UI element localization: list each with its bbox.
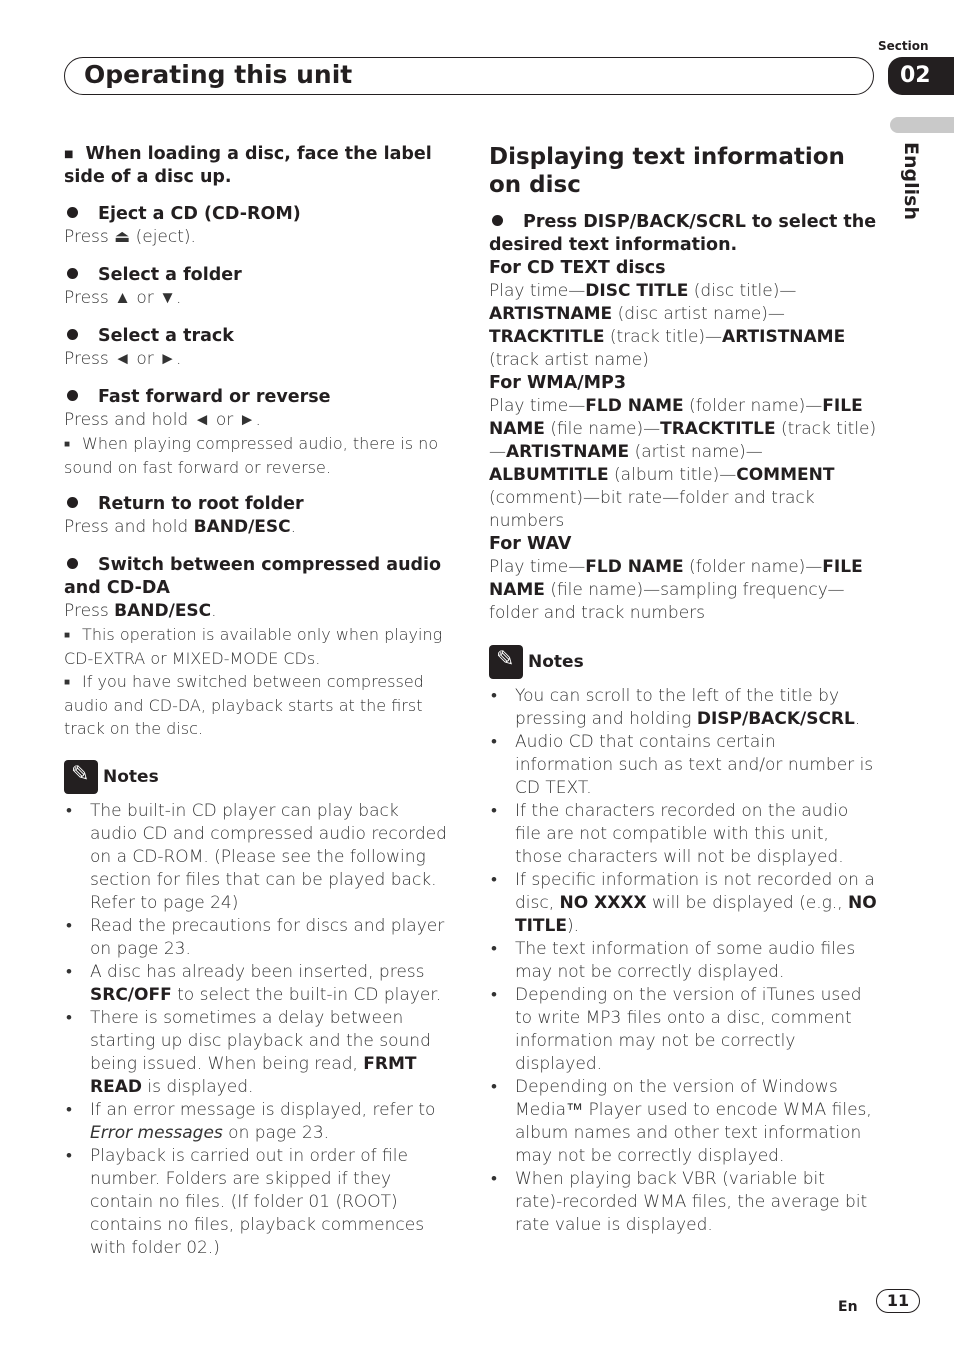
cdtext-sequence: Play time—DISC TITLE (disc title)—ARTISTNAME (disc artist name)—TRACKTITLE (track title)—ARTISTNAME (track artist name) bbox=[489, 281, 846, 370]
item-heading: Select a folder bbox=[64, 264, 450, 287]
square-bullet-icon: ■ bbox=[64, 677, 71, 688]
notes-pencil-icon bbox=[64, 760, 98, 794]
wma-heading: For WMA/MP3 bbox=[489, 373, 627, 393]
list-item: • If specific information is not recorded on a disc, NO XXXX will be displayed (e.g., NO TITLE). bbox=[489, 869, 877, 938]
bullet-icon bbox=[67, 207, 78, 218]
list-item: • Depending on the version of iTunes used to write MP3 files onto a disc, comment information may not be correctly displayed. bbox=[489, 984, 877, 1076]
item-subnote: ■ This operation is available only when playing CD-EXTRA or MIXED-MODE CDs. bbox=[64, 625, 443, 668]
section-heading: Displaying text information on disc bbox=[489, 144, 845, 198]
square-bullet-icon: ■ bbox=[64, 630, 71, 641]
item-heading: Fast forward or reverse bbox=[64, 386, 450, 409]
notes-list bbox=[64, 800, 450, 1260]
item-heading: Return to root folder bbox=[64, 493, 450, 516]
list-item: • Audio CD that contains certain information such as text and/or number is CD TEXT. bbox=[489, 731, 877, 800]
bullet-icon bbox=[67, 558, 78, 569]
list-item: • You can scroll to the left of the title by pressing and holding DISP/BACK/SCRL. bbox=[489, 685, 877, 731]
bullet-icon bbox=[67, 390, 78, 401]
right-column bbox=[489, 143, 877, 1237]
list-item: • When playing back VBR (variable bit rate)-recorded WMA files, the average bit rate value is displayed. bbox=[489, 1168, 877, 1237]
left-column bbox=[64, 143, 450, 1260]
step-instruction: Press DISP/BACK/SCRL to select the desired text information. bbox=[489, 212, 877, 255]
list-item: • A disc has already been inserted, press SRC/OFF to select the built-in CD player. bbox=[64, 961, 450, 1007]
notes-list bbox=[489, 685, 877, 1237]
wma-sequence: Play time—FLD NAME (folder name)—FILE NAME (file name)—TRACKTITLE (track title)—ARTISTNAME (artist name)—ALBUMTITLE (album title)—COMMENT (comment)—bit rate—folder and track numbers bbox=[489, 396, 877, 531]
square-bullet-icon: ■ bbox=[64, 149, 74, 160]
language-code: En bbox=[838, 1299, 858, 1315]
item-subnote: ■ If you have switched between compressed audio and CD-DA, playback starts at the first track on the disc. bbox=[64, 672, 424, 738]
list-item: • Depending on the version of Windows Media™ Player used to encode WMA files, album names and other text information may not be correctly displayed. bbox=[489, 1076, 877, 1168]
cdtext-heading: For CD TEXT discs bbox=[489, 258, 666, 278]
item-body: Press BAND/ESC. bbox=[64, 601, 217, 621]
list-item: • The text information of some audio files may not be correctly displayed. bbox=[489, 938, 877, 984]
item-heading: Eject a CD (CD-ROM) bbox=[64, 203, 450, 226]
item-subnote: ■ When playing compressed audio, there is no sound on fast forward or reverse. bbox=[64, 434, 439, 477]
intro-note: ■ When loading a disc, face the label side of a disc up. bbox=[64, 144, 432, 187]
item-body: Press and hold ◄ or ►. bbox=[64, 410, 261, 430]
item-body: Press ▲ or ▼. bbox=[64, 288, 182, 308]
list-item: • Read the precautions for discs and player on page 23. bbox=[64, 915, 450, 961]
item-body: Press and hold BAND/ESC. bbox=[64, 517, 297, 537]
section-number-badge: 02 bbox=[888, 57, 954, 95]
item-body: Press ◄ or ►. bbox=[64, 349, 182, 369]
language-tab bbox=[890, 117, 954, 133]
item-heading: Select a track bbox=[64, 325, 450, 348]
notes-heading: ✎ Notes bbox=[489, 645, 877, 679]
page-title: Operating this unit bbox=[84, 60, 353, 89]
list-item: • The built-in CD player can play back audio CD and compressed audio recorded on a CD-ROM. (Please see the following section for files that can be played back. Refer to page 24) bbox=[64, 800, 450, 915]
square-bullet-icon: ■ bbox=[64, 439, 71, 450]
notes-pencil-icon bbox=[489, 645, 523, 679]
section-label: Section bbox=[878, 39, 929, 53]
list-item: • There is sometimes a delay between starting up disc playback and the sound being issued. When being read, FRMT READ is displayed. bbox=[64, 1007, 450, 1099]
bullet-icon bbox=[67, 268, 78, 279]
item-body: Press ⏏ (eject). bbox=[64, 227, 196, 247]
notes-heading: ✎ Notes bbox=[64, 760, 450, 794]
bullet-icon bbox=[67, 329, 78, 340]
bullet-icon bbox=[492, 215, 503, 226]
bullet-icon bbox=[67, 497, 78, 508]
list-item: • If the characters recorded on the audio file are not compatible with this unit, those characters will not be displayed. bbox=[489, 800, 877, 869]
page-number: 11 bbox=[876, 1289, 920, 1313]
list-item: • If an error message is displayed, refer to Error messages on page 23. bbox=[64, 1099, 450, 1145]
wav-heading: For WAV bbox=[489, 534, 572, 554]
list-item: • Playback is carried out in order of file number. Folders are skipped if they contain no files. (If folder 01 (ROOT) contains no files, playback commences with folder 02.) bbox=[64, 1145, 450, 1260]
language-label: English bbox=[900, 142, 922, 220]
item-heading: Switch between compressed audio and CD-DA bbox=[64, 555, 442, 598]
wav-sequence: Play time—FLD NAME (folder name)—FILE NAME (file name)—sampling frequency—folder and track numbers bbox=[489, 557, 863, 623]
